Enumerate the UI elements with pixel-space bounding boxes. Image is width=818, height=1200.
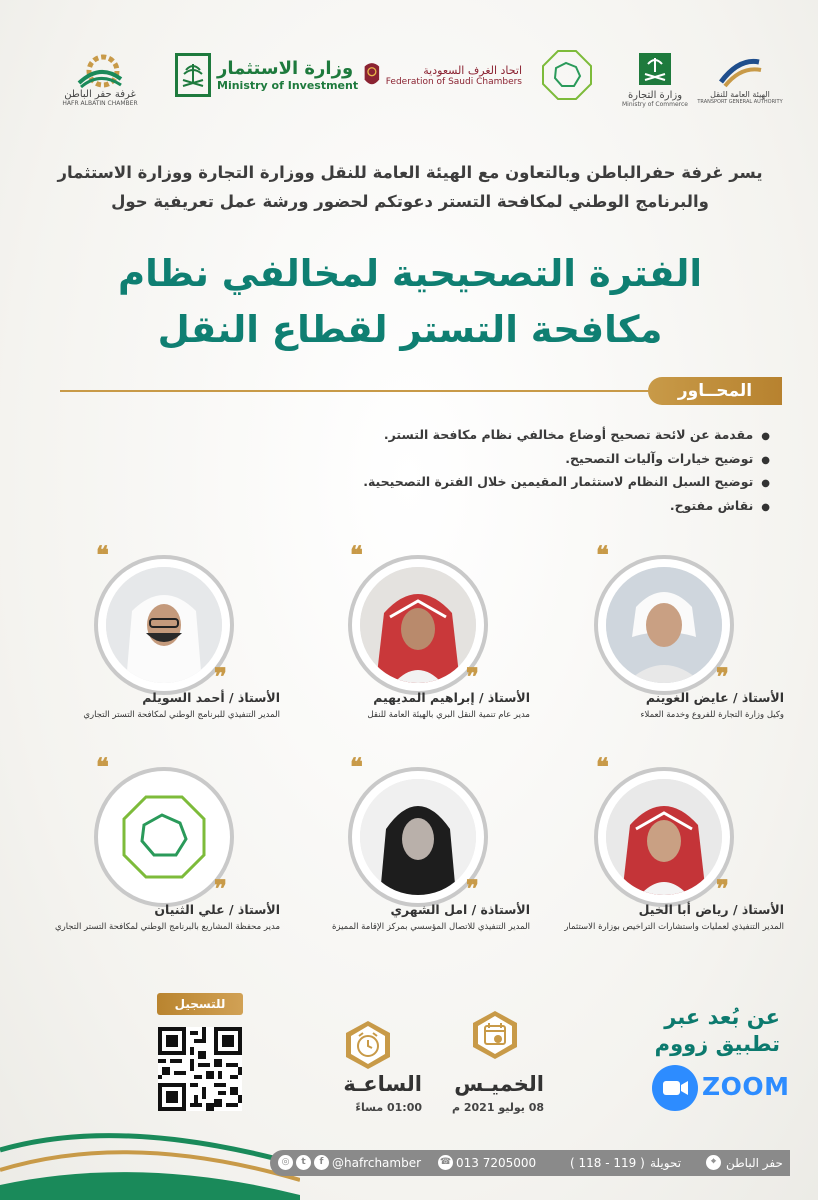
speaker-photo-ring: [94, 767, 234, 907]
tga-name-en: TRANSPORT GENERAL AUTHORITY: [697, 98, 783, 105]
speaker-role: المدير التنفيذي لعمليات واستشارات التراخيص بوزارة الاستثمار: [564, 922, 784, 932]
speaker-role: وكيل وزارة التجارة للفروع وخدمة العملاء: [640, 710, 784, 720]
transport-authority-logo: [697, 40, 783, 120]
saudi-map-octagon-icon: [106, 779, 222, 895]
anti-concealment-logo: [537, 40, 597, 110]
speaker-card: [30, 540, 280, 730]
speaker-card: [280, 752, 530, 942]
title-line-1: الفترة التصحيحية لمخالفي نظام: [117, 252, 703, 295]
quote-open-icon: ❝: [96, 540, 109, 569]
quote-close-icon: ❞: [214, 874, 227, 903]
speaker-role: المدير التنفيذي للبرنامج الوطني لمكافحة التستر التجاري: [83, 710, 280, 720]
remote-line-1: عن بُعد عبر: [664, 1005, 780, 1029]
instagram-icon[interactable]: ◎: [278, 1155, 293, 1170]
axes-item: ● مقدمة عن لائحة تصحيح أوضاع مخالفي نظام مكافحة التستر.: [360, 423, 770, 447]
title-line-2: مكافحة التستر لقطاع النقل: [157, 308, 663, 351]
speaker-name: الأستاذ / علي الثنيان: [154, 902, 280, 917]
speaker-photo-ring: [594, 767, 734, 907]
speaker-card: [534, 752, 784, 942]
speaker-photo: [106, 567, 222, 683]
twitter-icon[interactable]: t: [296, 1155, 311, 1170]
location-pin-icon: ⌖: [706, 1155, 721, 1170]
speaker-role: مدير محفظة المشاريع بالبرنامج الوطني لمكافحة التستر التجاري: [54, 922, 280, 932]
quote-open-icon: ❝: [596, 752, 609, 781]
ministry-commerce-logo: [620, 40, 690, 120]
palm-swords-icon: [638, 52, 672, 86]
speaker-card: [534, 540, 784, 730]
quote-open-icon: ❝: [96, 752, 109, 781]
phone-number[interactable]: 013 7205000: [456, 1156, 537, 1170]
speaker-card: [280, 540, 530, 730]
extension-numbers: ( 119 - 118 ): [570, 1156, 645, 1170]
registration-label: للتسجيل: [157, 993, 243, 1015]
speaker-name: الأستاذ / عايض الغوينم: [645, 690, 784, 705]
quote-close-icon: ❞: [716, 662, 729, 691]
extension-label: تحويلة: [650, 1156, 682, 1170]
facebook-icon[interactable]: f: [314, 1155, 329, 1170]
federation-emblem-icon: [362, 52, 382, 98]
alarm-clock-icon: [345, 1020, 391, 1070]
commerce-name-ar: وزارة التجارة: [627, 90, 683, 101]
registration-qr-code[interactable]: [158, 1027, 242, 1111]
quote-open-icon: ❝: [350, 752, 363, 781]
quote-close-icon: ❞: [716, 874, 729, 903]
speaker-name: الأستاذ / أحمد السويلم: [142, 690, 280, 705]
event-date: 08 يوليو 2021 م: [451, 1101, 544, 1114]
contact-footer: [270, 1150, 790, 1176]
remote-line-2: تطبيق زووم: [654, 1032, 780, 1056]
investment-name-en: Ministry of Investment: [217, 79, 359, 92]
palm-swords-icon: [175, 53, 211, 97]
workshop-title: [40, 246, 780, 358]
axes-item: ● توضيح خيارات وآليات التصحيح.: [360, 447, 770, 471]
investment-name-ar: وزارة الاستثمار: [217, 58, 354, 79]
decorative-swoosh: [0, 1110, 300, 1200]
speaker-photo: [360, 567, 476, 683]
speaker-name: الأستاذة / امل الشهري: [390, 902, 530, 917]
speaker-name: الأستاذ / رياض أبا الخيل: [638, 902, 784, 917]
quote-close-icon: ❞: [466, 662, 479, 691]
event-time: 01:00 مساءً: [355, 1101, 422, 1114]
quote-close-icon: ❞: [466, 874, 479, 903]
commerce-name-en: Ministry of Commerce: [622, 101, 688, 108]
calendar-icon: [472, 1010, 518, 1060]
speaker-photo-ring: [594, 555, 734, 695]
quote-close-icon: ❞: [214, 662, 227, 691]
axes-list: [360, 423, 770, 517]
transport-stripes-icon: [717, 56, 763, 90]
speaker-name: الأستاذ / إبراهيم المديهيم: [373, 690, 530, 705]
speaker-photo: [606, 779, 722, 895]
intro-line-1: يسر غرفة حفرالباطن وبالتعاون مع الهيئة العامة للنقل ووزارة التجارة ووزارة الاستثمار: [57, 163, 763, 182]
phone-icon: ☎: [438, 1155, 453, 1170]
speaker-photo: [606, 567, 722, 683]
speaker-role: مدير عام تنمية النقل البري بالهيئة العامة للنقل: [367, 710, 530, 720]
intro-line-2: والبرنامج الوطني لمكافحة التستر دعوتكم لحضور ورشة عمل تعريفية حول: [111, 192, 709, 211]
hafr-chamber-logo: [60, 40, 140, 120]
partner-logos: [40, 40, 783, 120]
saudi-map-octagon-icon: [540, 48, 594, 102]
federation-name-ar: اتحاد الغرف السعودية: [423, 63, 522, 77]
speaker-photo: [360, 779, 476, 895]
remote-attendance: [640, 1004, 780, 1058]
axes-divider: [60, 390, 650, 392]
zoom-wordmark: ZOOM: [702, 1072, 790, 1101]
social-handle[interactable]: @hafrchamber: [332, 1156, 422, 1170]
speaker-photo-ring: [94, 555, 234, 695]
hafr-chamber-name-en: HAFR ALBATIN CHAMBER: [62, 100, 138, 107]
zoom-camera-icon: [652, 1065, 698, 1111]
quote-open-icon: ❝: [596, 540, 609, 569]
federation-name-en: Federation of Saudi Chambers: [385, 76, 522, 87]
ministry-investment-logo: [175, 40, 359, 110]
quote-open-icon: ❝: [350, 540, 363, 569]
intro-text: [40, 158, 780, 216]
axes-item: ● توضيح السبل النظام لاستثمار المقيمين خلال الفترة التصحيحية.: [360, 470, 770, 494]
city-name: حفر الباطن: [726, 1156, 783, 1170]
federation-logo: [362, 40, 522, 110]
chamber-gear-icon: [75, 53, 125, 89]
speaker-card: [30, 752, 280, 942]
speaker-role: المدير التنفيذي للاتصال المؤسسي بمركز الإقامة المميزة: [331, 922, 530, 932]
tga-name-ar: الهيئة العامة للنقل: [710, 89, 770, 99]
event-day-label: الخميـس: [454, 1072, 544, 1096]
axes-item: ● نقاش مفتوح.: [360, 494, 770, 518]
speaker-placeholder-logo: [106, 779, 222, 895]
event-time-label: الساعـة: [343, 1072, 422, 1096]
hafr-chamber-name: غرفة حفر الباطن: [64, 89, 136, 100]
axes-heading: المحــاور: [648, 377, 782, 405]
